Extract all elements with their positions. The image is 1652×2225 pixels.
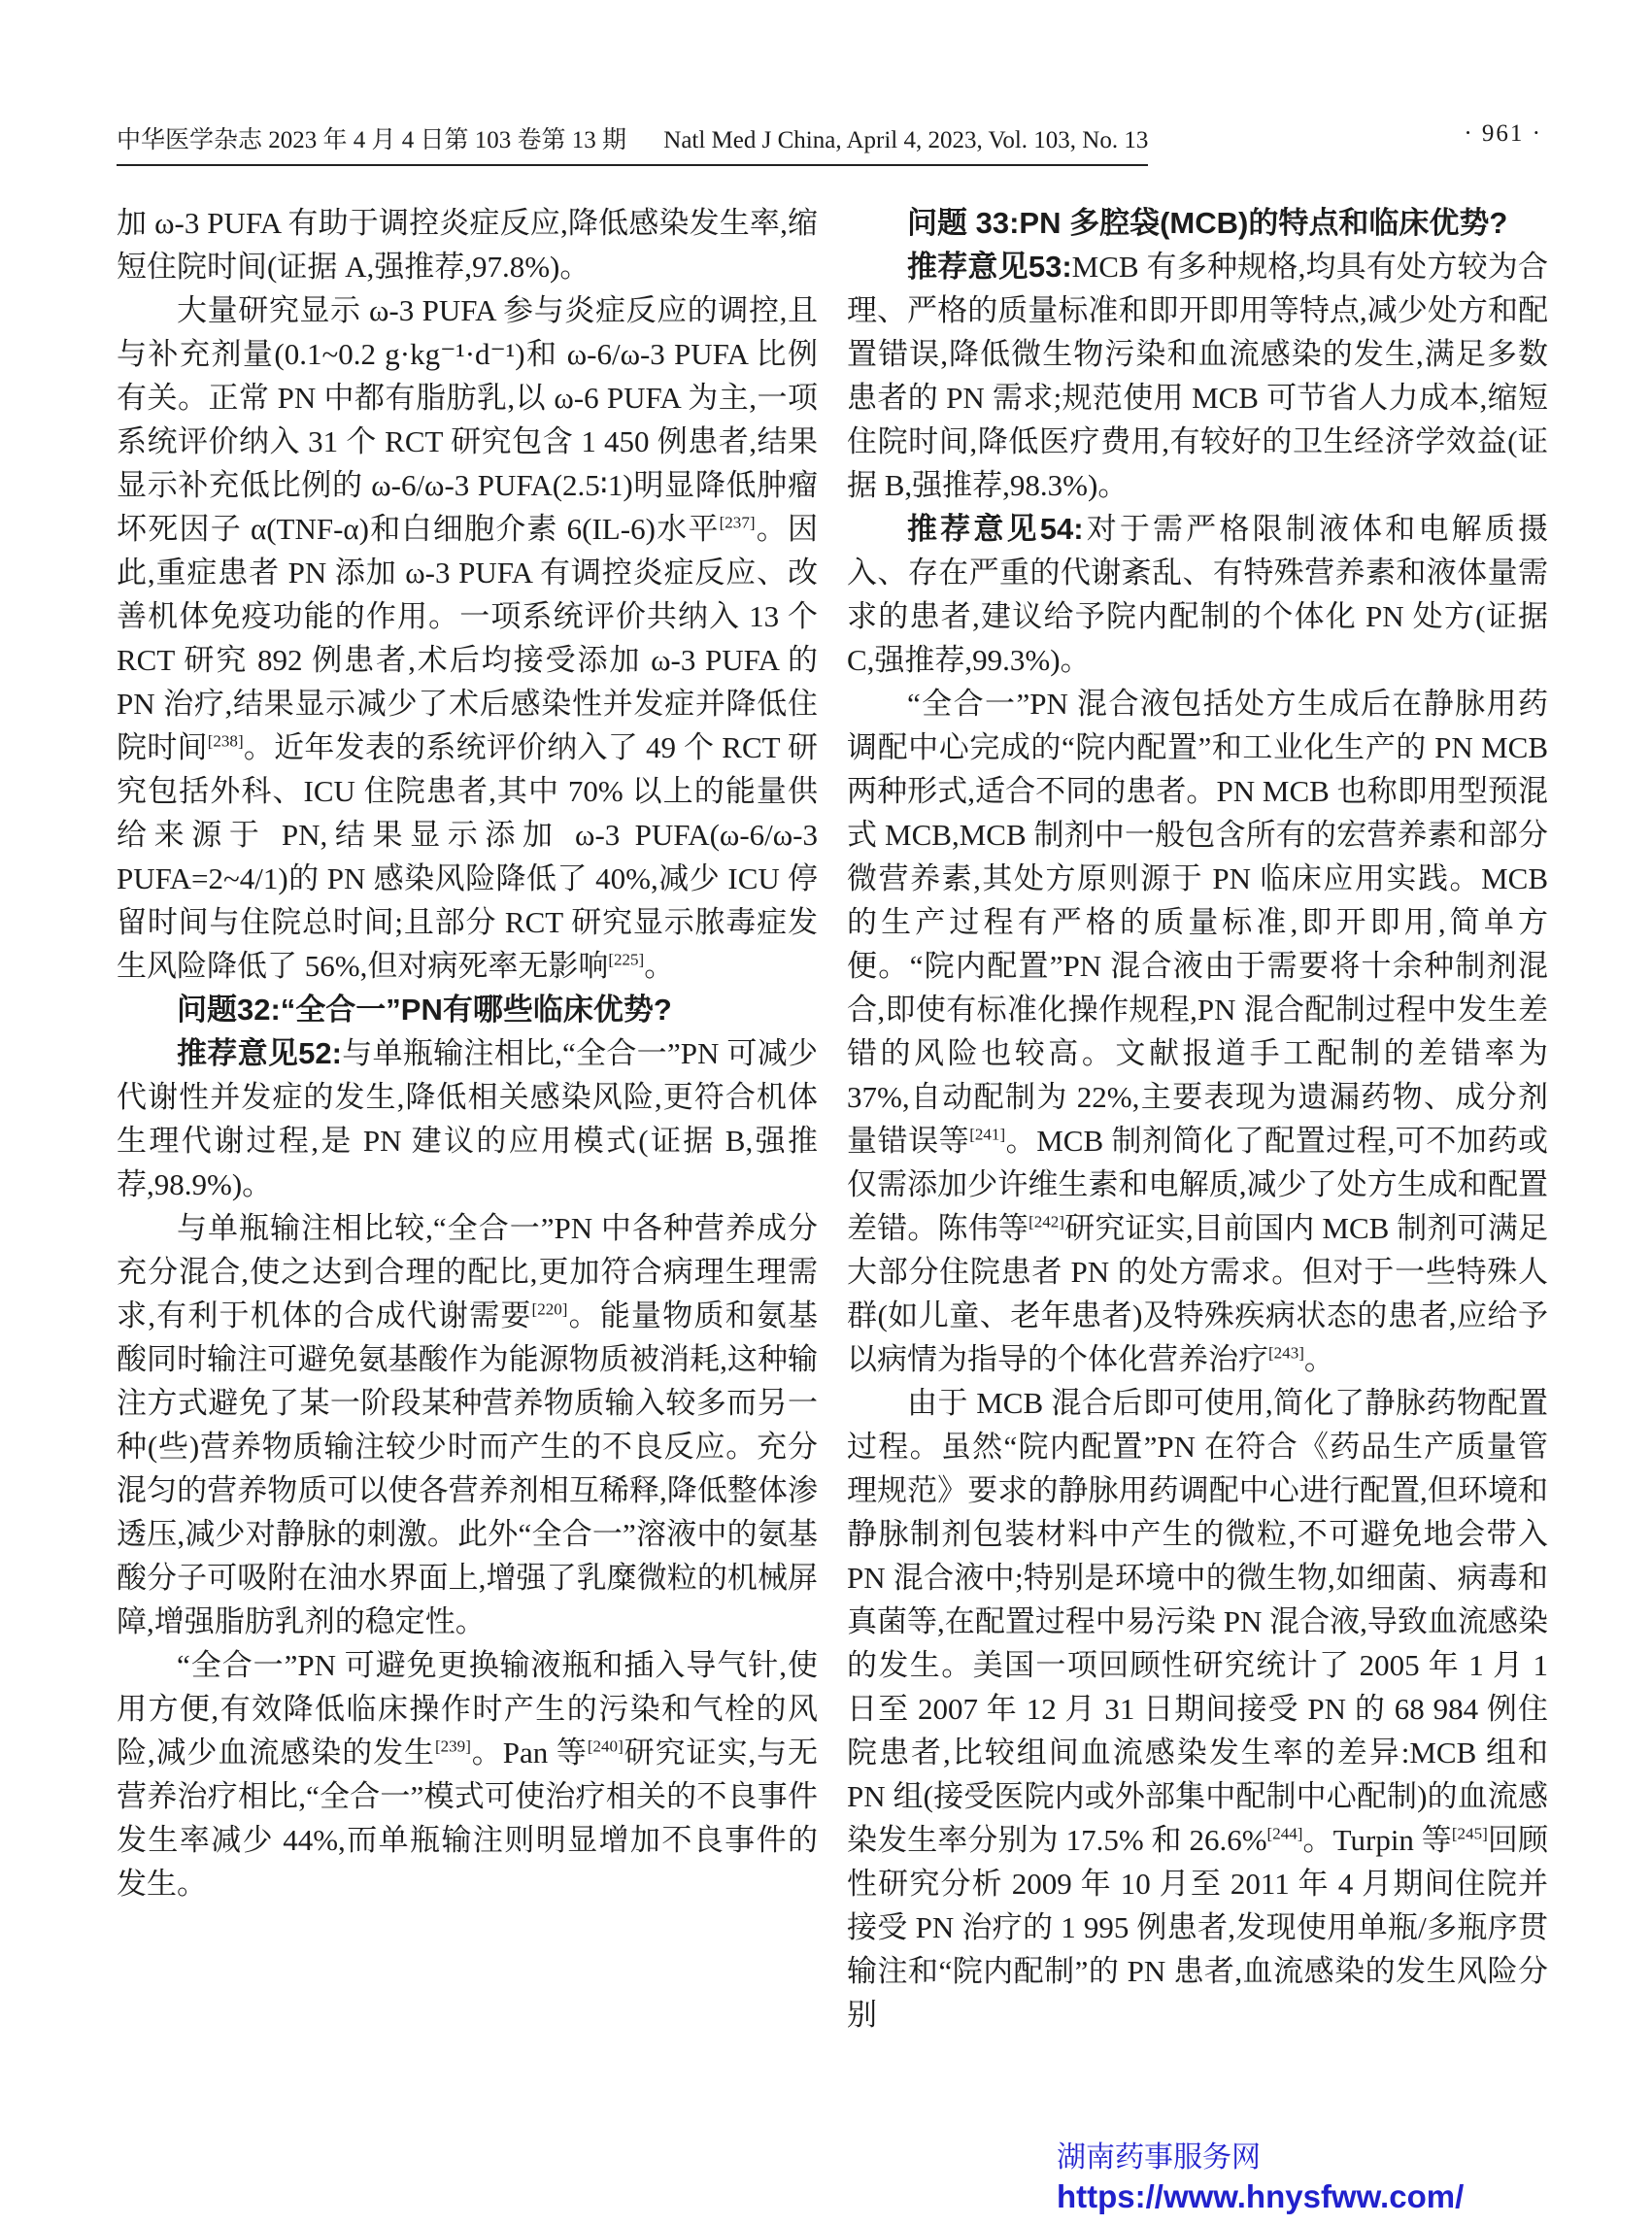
paragraph: 大量研究显示 ω-3 PUFA 参与炎症反应的调控,且与补充剂量(0.1~0.2 g·kg⁻¹·d⁻¹)和 ω-6/ω-3 PUFA 比例有关。正常 PN 中都有脂肪乳,以 ω-6 PUFA 为主,一项系统评价纳入 31 个 RCT 研究包含 1 450 例患者,结果显示补充低比例的 ω-6/ω-3 PUFA(2.5∶1)明显降低肿瘤坏死因子 α(TNF-α)和白细胞介素 6(IL-6)水平[237]。因此,重症患者 PN 添加 ω-3 PUFA 有调控炎症反应、改善机体免疫功能的作用。一项系统评价共纳入 13 个 RCT 研究 892 例患者,术后均接受添加 ω-3 PUFA 的 PN 治疗,结果显示减少了术后感染性并发症并降低住院时间[238]。近年发表的系统评价纳入了 49 个 RCT 研究包括外科、ICU 住院患者,其中 70% 以上的能量供给来源于 PN,结果显示添加 ω-3 PUFA(ω-6/ω-3 PUFA=2~4/1)的 PN 感染风险降低了 40%,减少 ICU 停留时间与住院总时间;且部分 RCT 研究显示脓毒症发生风险降低了 56%,但对病死率无影响[225]。 <box>117 293 818 983</box>
paragraph: “全合一”PN 混合液包括处方生成后在静脉用药调配中心完成的“院内配置”和工业化生产的 PN MCB 两种形式,适合不同的患者。PN MCB 也称即用型预混式 MCB,MCB 制剂中一般包含所有的宏营养素和部分微营养素,其处方原则源于 PN 临床应用实践。MCB 的生产过程有严格的质量标准,即开即用,简单方便。“院内配置”PN 混合液由于需要将十余种制剂混合,即使有标准化操作规程,PN 混合配制过程中发生差错的风险也较高。文献报道手工配制的差错率为 37%,自动配制为 22%,主要表现为遗漏药物、成分剂量错误等[241]。MCB 制剂简化了配置过程,可不加药或仅需添加少许维生素和电解质,减少了处方生成和配置差错。陈伟等[242]研究证实,目前国内 MCB 制剂可满足大部分住院患者 PN 的处方需求。但对于一些特殊人群(如儿童、老年患者)及特殊疾病状态的患者,应给予以病情为指导的个体化营养治疗[243]。 <box>847 687 1549 1376</box>
section-heading: 问题32:“全合一”PN有哪些临床优势? <box>177 993 672 1027</box>
reference-marker: [245] <box>1451 1824 1488 1843</box>
paragraph: 推荐意见53:MCB 有多种规格,均具有处方较为合理、严格的质量标准和即开即用等特点,减少处方和配置错误,降低微生物污染和血流感染的发生,满足多数患者的 PN 需求;规范使用 MCB 可节省人力成本,缩短住院时间,降低医疗费用,有较好的卫生经济学效益(证据 B,强推荐,98.3%)。 <box>847 250 1549 502</box>
recommendation-label: 推荐意见53: <box>907 250 1072 284</box>
reference-marker: [242] <box>1028 1212 1064 1231</box>
reference-marker: [238] <box>207 731 244 751</box>
paragraph: “全合一”PN 可避免更换输液瓶和插入导气针,使用方便,有效降低临床操作时产生的污染和气栓的风险,减少血流感染的发生[239]。Pan 等[240]研究证实,与无营养治疗相比,“全合一”模式可使治疗相关的不良事件发生率减少 44%,而单瓶输注则明显增加不良事件的发生。 <box>117 1648 819 1901</box>
paragraph: 由于 MCB 混合后即可使用,简化了静脉药物配置过程。虽然“院内配置”PN 在符合《药品生产质量管理规范》要求的静脉用药调配中心进行配置,但环境和静脉制剂包装材料中产生的微粒,不可避免地会带入 PN 混合液中;特别是环境中的微生物,如细菌、病毒和真菌等,在配置过程中易污染 PN 混合液,导致血流感染的发生。美国一项回顾性研究统计了 2005 年 1 月 1 日至 2007 年 12 月 31 日期间接受 PN 的 68 984 例住院患者,比较组间血流感染发生率的差异:MCB 组和 PN 组(接受医院内或外部集中配制中心配制)的血流感染发生率分别为 17.5% 和 26.6%[244]。Turpin 等[245]回顾性研究分析 2009 年 10 月至 2011 年 4 月期间住院并接受 PN 治疗的 1 995 例患者,发现使用单瓶/多瓶序贯输注和“院内配制”的 PN 患者,血流感染的发生风险分别 <box>847 1386 1548 2032</box>
paragraph: 与单瓶输注相比较,“全合一”PN 中各种营养成分充分混合,使之达到合理的配比,更加符合病理生理需求,有利于机体的合成代谢需要[220]。能量物质和氨基酸同时输注可避免氨基酸作为能源物质被消耗,这种输注方式避免了某一阶段某种营养物质输入较多而另一种(些)营养物质输注较少时而产生的不良反应。充分混匀的营养物质可以使各营养剂相互稀释,降低整体渗透压,减少对静脉的刺激。此外“全合一”溶液中的氨基酸分子可吸附在油水界面上,增强了乳糜微粒的机械屏障,增强脂肪乳剂的稳定性。 <box>117 1211 819 1638</box>
paragraph: 推荐意见52:与单瓶输注相比,“全合一”PN 可减少代谢性并发症的发生,降低相关感染风险,更符合机体生理代谢过程,是 PN 建议的应用模式(证据 B,强推荐,98.9%)。 <box>117 1036 818 1201</box>
recommendation-label: 推荐意见54: <box>907 512 1084 546</box>
reference-marker: [225] <box>608 950 645 969</box>
left-column <box>117 201 818 1905</box>
journal-titles <box>117 120 1148 166</box>
section-heading: 问题 33:PN 多腔袋(MCB)的特点和临床优势? <box>907 206 1508 240</box>
paragraph: 加 ω-3 PUFA 有助于调控炎症反应,降低感染发生率,缩短住院时间(证据 A,强推荐,97.8%)。 <box>117 206 818 284</box>
reference-marker: [240] <box>587 1736 624 1756</box>
page-number: · 961 · <box>1464 120 1542 147</box>
reference-marker: [241] <box>969 1125 1006 1144</box>
reference-marker: [244] <box>1266 1824 1303 1843</box>
reference-marker: [220] <box>531 1299 568 1319</box>
right-column <box>847 201 1548 2037</box>
reference-marker: [239] <box>434 1736 471 1756</box>
reference-marker: [237] <box>719 513 756 532</box>
recommendation-label: 推荐意见52: <box>177 1036 342 1070</box>
paragraph: 推荐意见54:对于需严格限制液体和电解质摄入、存在严重的代谢紊乱、有特殊营养素和液体量需求的患者,建议给予院内配制的个体化 PN 处方(证据 C,强推荐,99.3%)。 <box>847 512 1548 677</box>
watermark-site-url: https://www.hnysfww.com/ <box>1057 2178 1465 2214</box>
page-header <box>117 120 1548 166</box>
journal-title-en: Natl Med J China, April 4, 2023, Vol. 103, No. 13 <box>663 127 1149 153</box>
journal-title-cn: 中华医学杂志 2023 年 4 月 4 日第 103 卷第 13 期 <box>117 127 627 153</box>
reference-marker: [243] <box>1268 1343 1304 1363</box>
watermark <box>1057 2139 1464 2216</box>
watermark-site-name: 湖南药事服务网 <box>1057 2141 1261 2174</box>
